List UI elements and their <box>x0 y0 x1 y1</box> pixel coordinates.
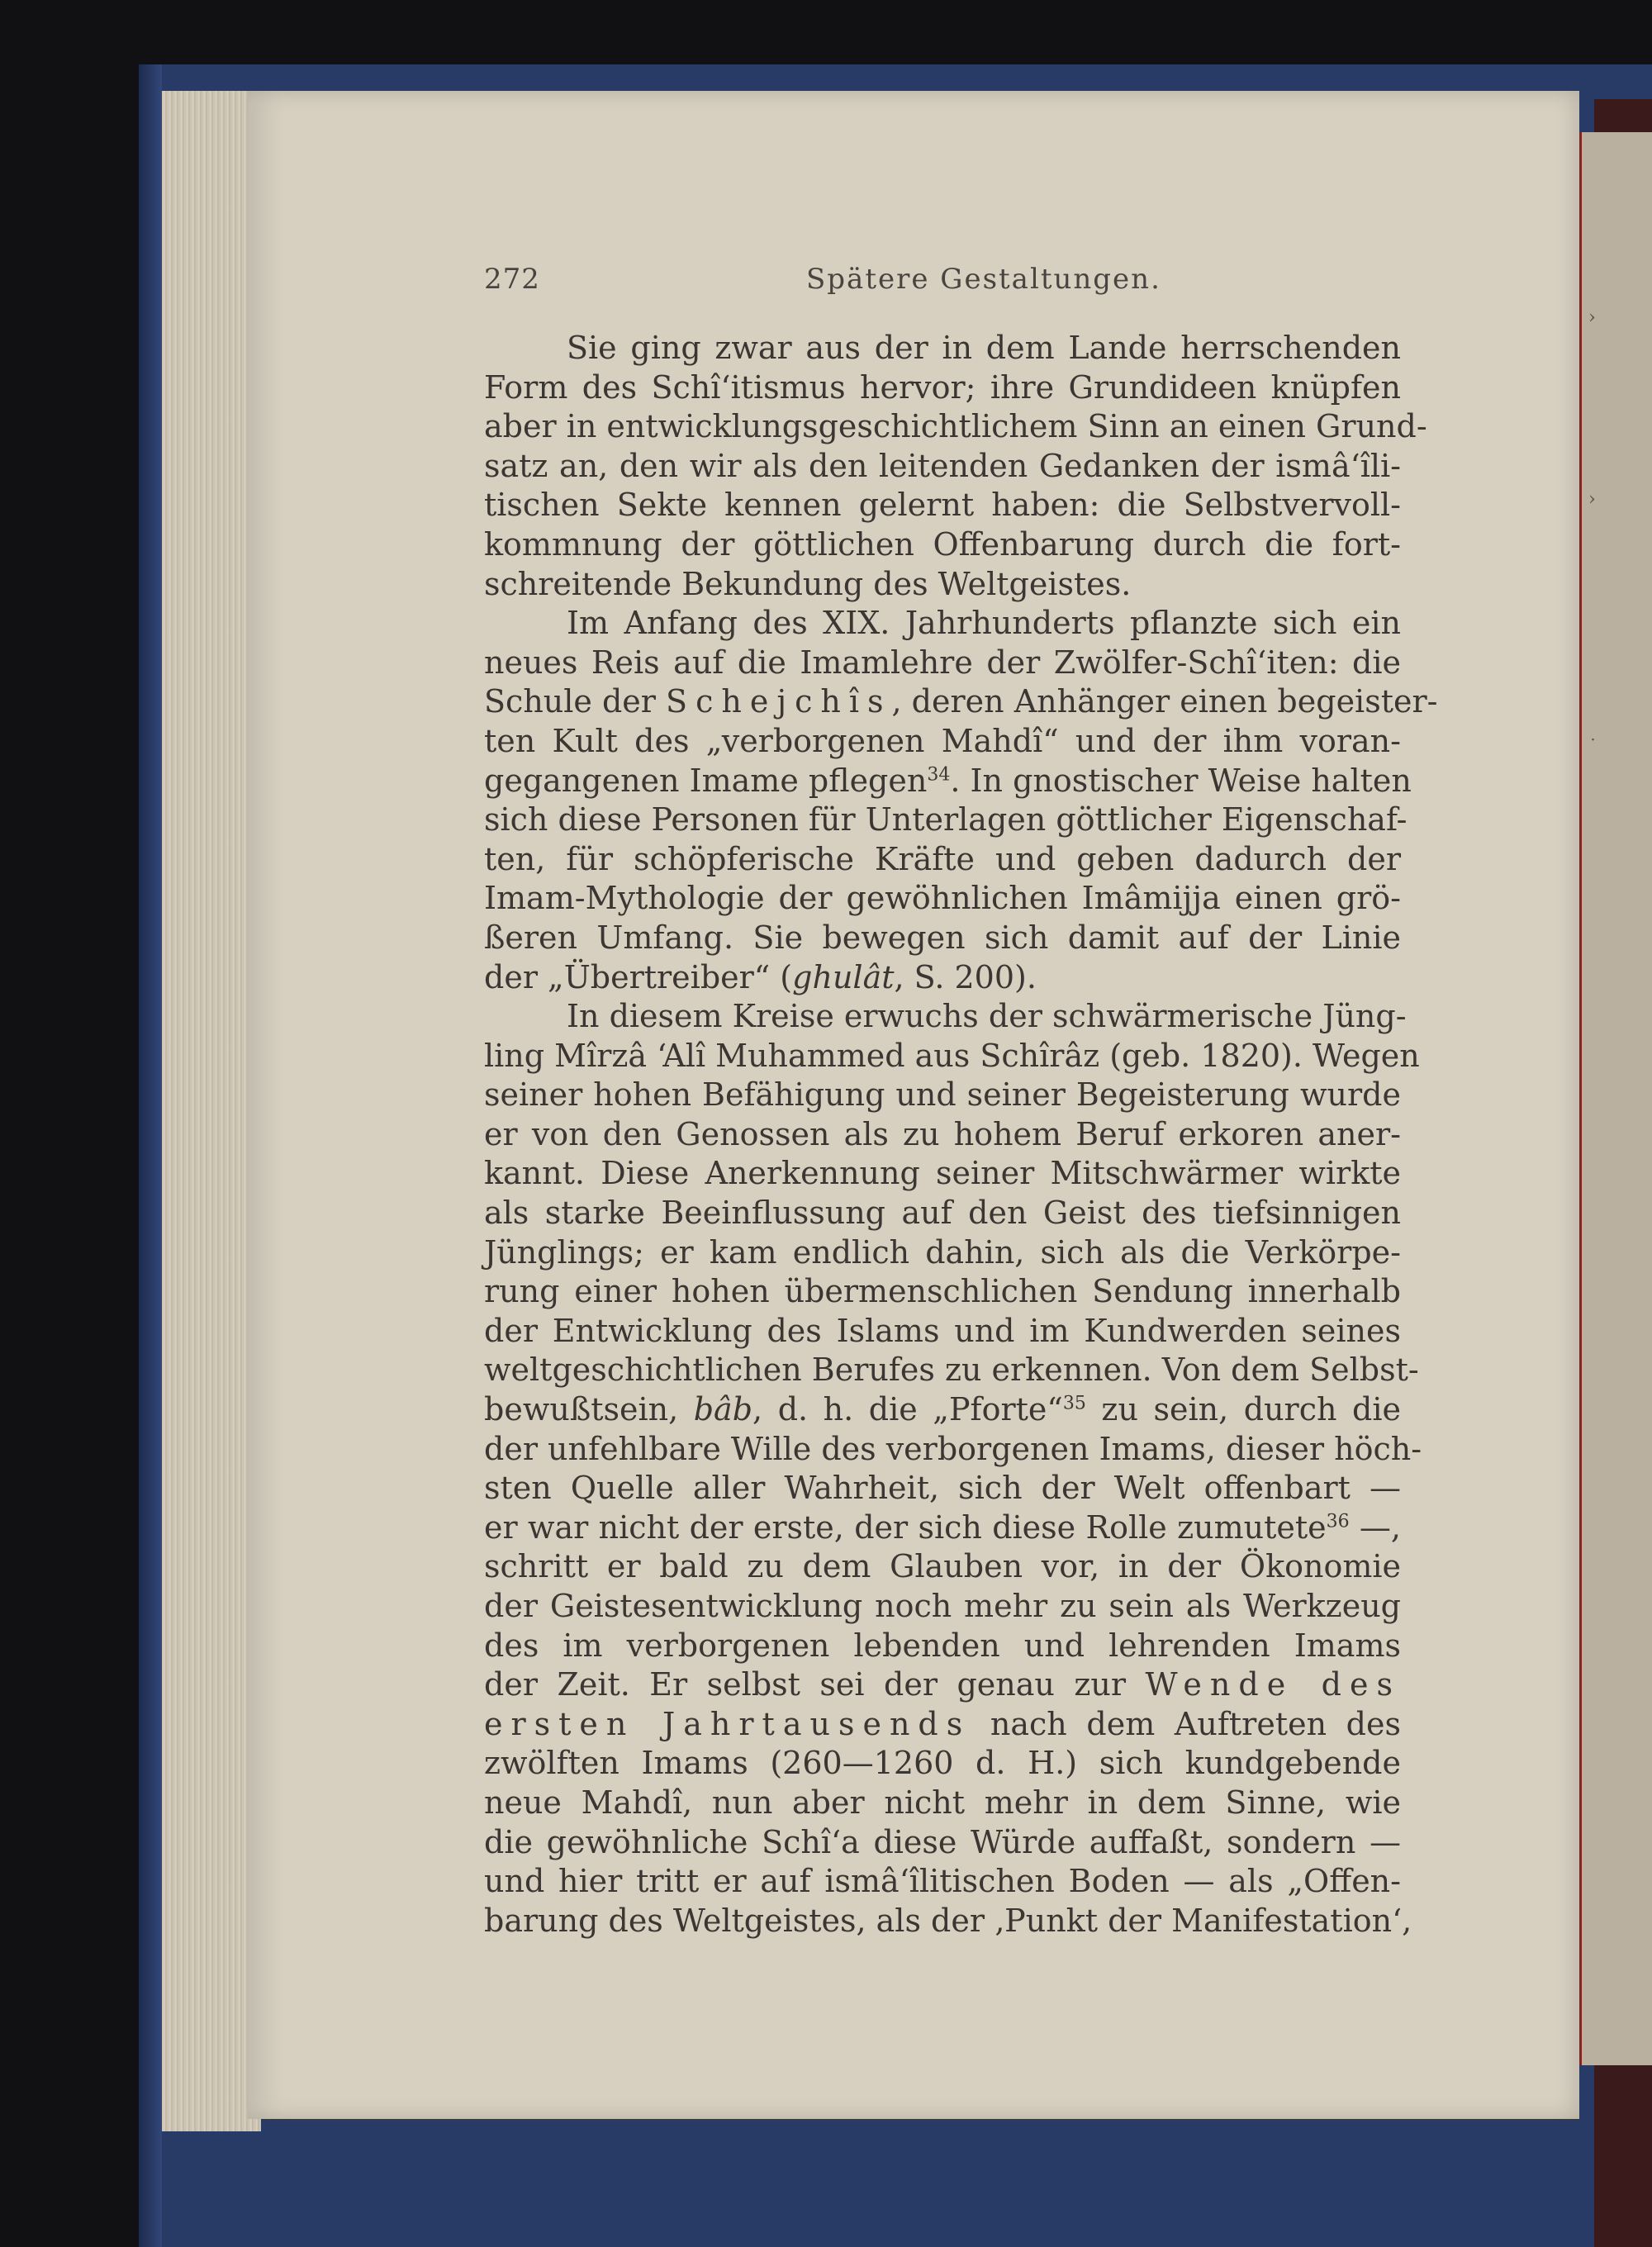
text-line: sich diese Personen für Unterlagen göttlicher Eigenschaf- <box>484 801 1408 838</box>
text-segment: der „Übertreiber“ ( <box>484 958 793 995</box>
text-line: des im verborgenen lebenden und lehrenden Imams <box>484 1627 1401 1664</box>
text-segment: Schule der <box>484 683 667 720</box>
text-segment: er war nicht der erste, der sich diese Rolle zumutete <box>484 1508 1327 1546</box>
margin-mark: › <box>1588 489 1596 510</box>
text-line: als starke Beeinflussung auf den Geist des tiefsinnigen <box>484 1195 1401 1232</box>
text-line: tischen Sekte kennen gelernt haben: die Selbstvervoll- <box>484 487 1401 524</box>
text-line: In diesem Kreise erwuchs der schwärmerische Jüng- <box>567 998 1407 1035</box>
text-line <box>484 958 1401 998</box>
text-line: Sie ging zwar aus der in dem Lande herrschenden <box>567 330 1401 366</box>
text-segment: gegangenen Imame pflegen <box>484 762 928 799</box>
text-segment: , deren Anhänger einen begeister- <box>891 683 1438 720</box>
text-line: barung des Weltgeistes, als der ‚Punkt der Manifestation‘, <box>484 1902 1412 1939</box>
text-segment: —, <box>1349 1508 1401 1546</box>
emphasis-spaced: Schejchîs <box>666 683 892 720</box>
footnote-ref: 36 <box>1326 1511 1350 1532</box>
page-header <box>484 263 1401 304</box>
text-line: Imam-Mythologie der gewöhnlichen Imâmijja einen grö- <box>484 880 1401 917</box>
text-line: ling Mîrzâ ‘Alî Muhammed aus Schîrâz (geb. 1820). Wegen <box>484 1037 1420 1074</box>
text-segment: nach dem Auftreten des <box>971 1705 1401 1742</box>
text-line <box>484 682 1438 722</box>
text-segment: bewußtsein, <box>484 1391 694 1428</box>
text-segment: . In gnostischer Weise halten <box>950 762 1412 799</box>
emphasis-italic: bâb <box>693 1391 753 1428</box>
text-line: und hier tritt er auf ismâ‘îlitischen Boden — als „Offen- <box>484 1863 1401 1900</box>
page-number: 272 <box>484 263 540 296</box>
running-title: Spätere Gestaltungen. <box>806 263 1161 296</box>
text-line: rung einer hohen übermenschlichen Sendung innerhalb <box>484 1273 1401 1310</box>
footnote-ref: 35 <box>1062 1393 1086 1414</box>
text-line <box>484 1508 1401 1548</box>
facing-page-edge <box>1579 132 1652 2065</box>
text-line: ten, für schöpferische Kräfte und geben dadurch der <box>484 840 1401 877</box>
text-line: der Entwicklung des Islams und im Kundwerden seines <box>484 1312 1401 1349</box>
text-line: der unfehlbare Wille des verborgenen Imams, dieser höch- <box>484 1430 1422 1467</box>
emphasis-italic: ghulât <box>792 958 895 995</box>
text-line: schreitende Bekundung des Weltgeistes. <box>484 565 1132 602</box>
text-line: neue Mahdî, nun aber nicht mehr in dem Sinne, wie <box>484 1784 1401 1821</box>
text-line: satz an, den wir als den leitenden Gedanken der ismâ‘îli- <box>484 447 1401 484</box>
text-segment: , S. 200). <box>894 958 1037 995</box>
text-segment: , d. h. die „Pforte“ <box>752 1391 1063 1428</box>
emphasis-spaced: ersten Jahrtausends <box>484 1705 971 1742</box>
text-line: Im Anfang des XIX. Jahrhunderts pflanzte sich ein <box>567 605 1401 642</box>
text-line: ßeren Umfang. Sie bewegen sich damit auf der Linie <box>484 919 1401 956</box>
page-stack-edge <box>162 91 261 2131</box>
text-line: neues Reis auf die Imamlehre der Zwölfer-Schî‘iten: die <box>484 644 1401 681</box>
margin-mark: ˙ <box>1588 737 1597 758</box>
text-line <box>484 1390 1401 1430</box>
text-line: seiner hohen Befähigung und seiner Begeisterung wurde <box>484 1076 1401 1114</box>
text-line <box>484 1665 1401 1705</box>
text-segment: der Zeit. Er selbst sei der genau zur <box>484 1666 1146 1703</box>
text-line: kommnung der göttlichen Offenbarung durch die fort- <box>484 525 1401 563</box>
cover-edge <box>139 64 162 2247</box>
text-line: zwölften Imams (260—1260 d. H.) sich kundgebende <box>484 1745 1401 1782</box>
text-segment: zu sein, durch die <box>1085 1391 1401 1428</box>
text-line: weltgeschichtlichen Berufes zu erkennen. Von dem Selbst- <box>484 1352 1419 1389</box>
text-line: er von den Genossen als zu hohem Beruf erkoren aner- <box>484 1115 1401 1152</box>
text-line <box>484 762 1412 801</box>
text-line: kannt. Diese Anerkennung seiner Mitschwärmer wirkte <box>484 1155 1401 1192</box>
emphasis-spaced: Wende des <box>1145 1666 1401 1703</box>
text-line: aber in entwicklungsgeschichtlichem Sinn an einen Grund- <box>484 408 1427 445</box>
text-line: der Geistesentwicklung noch mehr zu sein als Werkzeug <box>484 1588 1401 1624</box>
margin-mark: › <box>1588 307 1596 328</box>
footnote-ref: 34 <box>927 763 951 785</box>
text-line: die gewöhnliche Schî‘a diese Würde auffaßt, sondern — <box>484 1823 1401 1860</box>
text-line: schritt er bald zu dem Glauben vor, in der Ökonomie <box>484 1548 1401 1585</box>
body-text <box>484 329 1438 1941</box>
text-line: ten Kult des „verborgenen Mahdî“ und der ihm voran- <box>484 722 1401 759</box>
text-line: Form des Schî‘itismus hervor; ihre Grundideen knüpfen <box>484 368 1401 406</box>
text-line: Jünglings; er kam endlich dahin, sich als die Verkörpe- <box>484 1233 1401 1271</box>
text-line <box>484 1705 1401 1745</box>
text-line: sten Quelle aller Wahrheit, sich der Welt offenbart — <box>484 1470 1401 1507</box>
